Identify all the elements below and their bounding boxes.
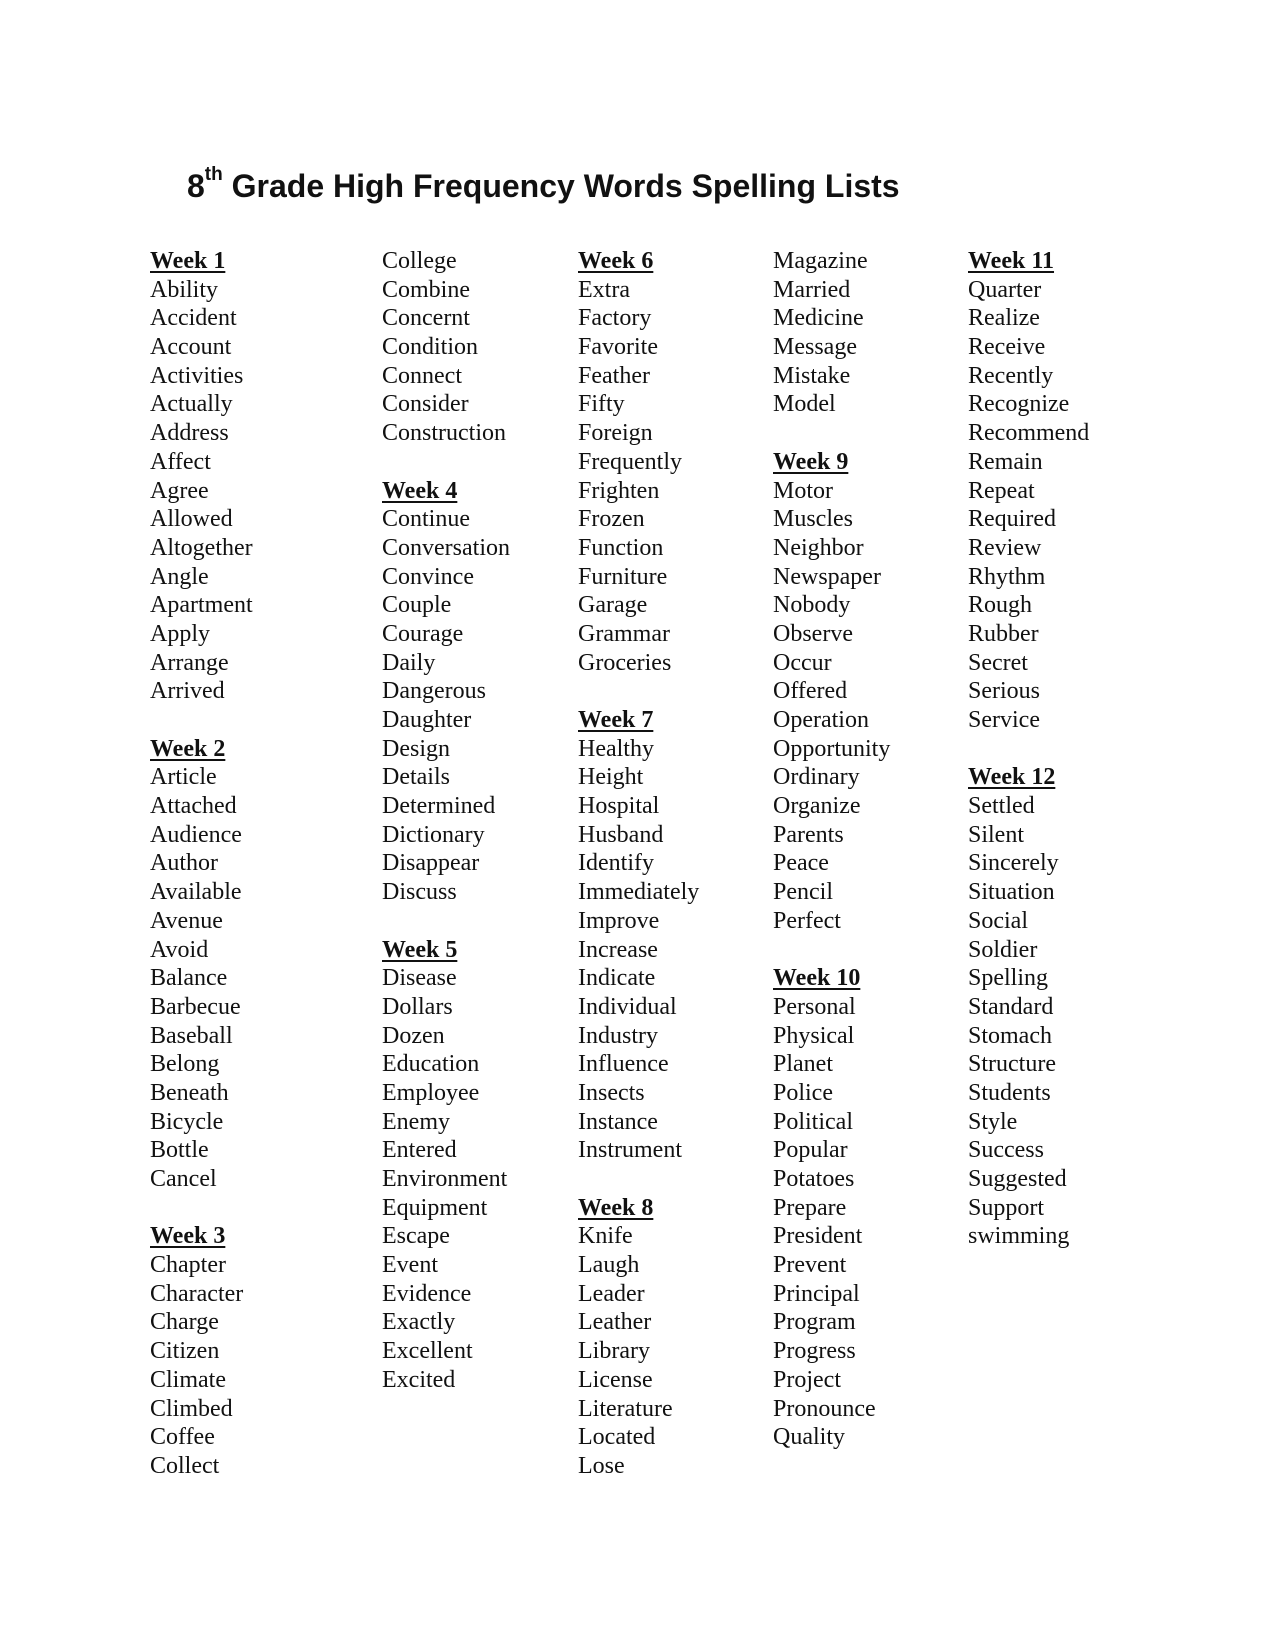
page-title xyxy=(187,164,900,205)
spelling-word: Height xyxy=(578,764,644,791)
spelling-word: Individual xyxy=(578,993,677,1020)
spelling-word: Insects xyxy=(578,1079,645,1106)
spelling-word: Realize xyxy=(968,305,1040,332)
spelling-word: Altogether xyxy=(150,534,253,561)
spelling-word: Social xyxy=(968,907,1028,934)
week-heading: Week 8 xyxy=(578,1194,654,1221)
spelling-word: Author xyxy=(150,850,218,877)
spelling-word: Spelling xyxy=(968,965,1049,992)
spelling-word: Stomach xyxy=(968,1022,1052,1049)
spelling-word: Quarter xyxy=(968,276,1042,303)
spelling-word: Actually xyxy=(150,391,233,418)
spelling-word: Newspaper xyxy=(773,563,881,590)
spelling-word: Popular xyxy=(773,1137,848,1164)
spelling-word: Potatoes xyxy=(773,1166,855,1192)
spelling-word: Citizen xyxy=(150,1338,220,1365)
spelling-word: Environment xyxy=(382,1166,508,1192)
spelling-word: Increase xyxy=(578,936,658,963)
spelling-word: Service xyxy=(968,707,1040,733)
spelling-word: President xyxy=(773,1223,863,1250)
spelling-word: Students xyxy=(968,1079,1051,1106)
spelling-word: Mistake xyxy=(773,362,851,389)
spelling-word: Climbed xyxy=(150,1395,233,1422)
spelling-word: Married xyxy=(773,276,851,303)
week-heading: Week 2 xyxy=(150,735,226,762)
spelling-word: Observe xyxy=(773,620,853,647)
spelling-word: Knife xyxy=(578,1223,633,1250)
spelling-word: Project xyxy=(773,1366,841,1393)
word-column-5 xyxy=(968,247,1089,1251)
list-spacer xyxy=(150,706,253,735)
spelling-word: Leader xyxy=(578,1280,645,1307)
spelling-word: Dollars xyxy=(382,993,453,1020)
spelling-word: College xyxy=(382,248,457,274)
spelling-word: Rough xyxy=(968,592,1033,619)
list-spacer xyxy=(773,419,890,448)
spelling-word: Industry xyxy=(578,1022,658,1049)
spelling-word: Peace xyxy=(773,850,829,877)
spelling-word: Suggested xyxy=(968,1166,1067,1192)
spelling-word: Continue xyxy=(382,506,470,533)
list-spacer xyxy=(968,735,1089,764)
spelling-word: Nobody xyxy=(773,592,851,619)
spelling-word: Factory xyxy=(578,305,652,332)
spelling-word: Arrange xyxy=(150,649,229,676)
spelling-word: Secret xyxy=(968,649,1028,676)
spelling-word: Motor xyxy=(773,477,833,504)
spelling-word: Garage xyxy=(578,592,648,619)
spelling-word: Entered xyxy=(382,1137,457,1164)
spelling-word: Physical xyxy=(773,1022,855,1049)
spelling-word: Magazine xyxy=(773,248,868,274)
spelling-word: Identify xyxy=(578,850,654,877)
spelling-word: Personal xyxy=(773,993,856,1020)
week-heading: Week 1 xyxy=(150,248,226,274)
spelling-word: Medicine xyxy=(773,305,864,332)
list-spacer xyxy=(382,907,510,936)
spelling-word: Leather xyxy=(578,1309,652,1336)
spelling-word: Rubber xyxy=(968,620,1039,647)
spelling-word: Discuss xyxy=(382,879,457,906)
spelling-word: Structure xyxy=(968,1051,1056,1078)
spelling-word: Attached xyxy=(150,793,237,820)
week-heading: Week 9 xyxy=(773,448,849,475)
spelling-word: Standard xyxy=(968,993,1054,1020)
spelling-word: Frozen xyxy=(578,506,645,533)
spelling-word: Fifty xyxy=(578,391,625,418)
title-text: Grade High Frequency Words Spelling Lists xyxy=(231,168,900,204)
spelling-word: Accident xyxy=(150,305,237,332)
spelling-word: Success xyxy=(968,1137,1044,1164)
spelling-word: License xyxy=(578,1366,653,1393)
week-heading: Week 11 xyxy=(968,248,1055,274)
spelling-word: Avenue xyxy=(150,907,223,934)
spelling-word: Healthy xyxy=(578,735,654,762)
list-spacer xyxy=(150,1194,253,1223)
spelling-word: Program xyxy=(773,1309,856,1336)
list-spacer xyxy=(773,936,890,965)
spelling-word: Exactly xyxy=(382,1309,456,1336)
week-heading: Week 12 xyxy=(968,764,1056,791)
spelling-word: Favorite xyxy=(578,334,658,361)
spelling-word: Foreign xyxy=(578,420,653,447)
spelling-word: Apartment xyxy=(150,592,253,619)
spelling-word: Laugh xyxy=(578,1252,640,1279)
spelling-word: Avoid xyxy=(150,936,209,963)
spelling-word: Principal xyxy=(773,1280,860,1307)
week-heading: Week 6 xyxy=(578,248,654,274)
spelling-word: Angle xyxy=(150,563,209,590)
spelling-word: Sincerely xyxy=(968,850,1059,877)
spelling-word: Couple xyxy=(382,592,452,619)
spelling-word: swimming xyxy=(968,1223,1070,1250)
spelling-word: Required xyxy=(968,506,1056,533)
spelling-word: Education xyxy=(382,1051,480,1078)
spelling-word: Consider xyxy=(382,391,469,418)
list-spacer xyxy=(578,1165,699,1194)
spelling-word: Arrived xyxy=(150,678,225,705)
spelling-word: Daily xyxy=(382,649,436,676)
spelling-word: Located xyxy=(578,1424,656,1451)
spelling-word: Agree xyxy=(150,477,209,504)
spelling-word: Frequently xyxy=(578,448,682,475)
spelling-word: Excited xyxy=(382,1366,456,1393)
spelling-word: Pronounce xyxy=(773,1395,876,1422)
spelling-word: Article xyxy=(150,764,217,791)
spelling-word: Activities xyxy=(150,362,244,389)
spelling-word: Grammar xyxy=(578,620,670,647)
spelling-word: Style xyxy=(968,1108,1018,1135)
spelling-word: Combine xyxy=(382,276,470,303)
spelling-word: Immediately xyxy=(578,879,700,906)
spelling-word: Library xyxy=(578,1338,650,1365)
spelling-word: Account xyxy=(150,334,232,361)
spelling-word: Coffee xyxy=(150,1424,215,1451)
spelling-word: Baseball xyxy=(150,1022,233,1049)
spelling-word: Ordinary xyxy=(773,764,860,791)
spelling-word: Apply xyxy=(150,620,210,647)
spelling-word: Construction xyxy=(382,420,506,447)
spelling-word: Review xyxy=(968,534,1042,561)
spelling-word: Courage xyxy=(382,620,464,647)
spelling-word: Influence xyxy=(578,1051,669,1078)
spelling-word: Charge xyxy=(150,1309,219,1336)
spelling-word: Evidence xyxy=(382,1280,472,1307)
spelling-word: Political xyxy=(773,1108,853,1135)
spelling-word: Silent xyxy=(968,821,1025,848)
spelling-word: Improve xyxy=(578,907,660,934)
word-column-4 xyxy=(773,247,890,1452)
spelling-word: Situation xyxy=(968,879,1055,906)
spelling-word: Escape xyxy=(382,1223,450,1250)
spelling-word: Settled xyxy=(968,793,1035,820)
spelling-word: Function xyxy=(578,534,664,561)
spelling-word: Opportunity xyxy=(773,735,891,762)
spelling-word: Perfect xyxy=(773,907,841,934)
spelling-word: Police xyxy=(773,1079,833,1106)
week-heading: Week 5 xyxy=(382,936,458,963)
spelling-word: Dangerous xyxy=(382,678,486,705)
spelling-word: Connect xyxy=(382,362,462,389)
spelling-word: Barbecue xyxy=(150,993,241,1020)
spelling-word: Climate xyxy=(150,1366,226,1393)
spelling-word: Enemy xyxy=(382,1108,450,1135)
spelling-word: Prepare xyxy=(773,1194,847,1221)
spelling-word: Recommend xyxy=(968,420,1090,447)
spelling-word: Operation xyxy=(773,707,869,733)
spelling-word: Occur xyxy=(773,649,832,676)
spelling-word: Message xyxy=(773,334,857,361)
spelling-word: Character xyxy=(150,1280,244,1307)
week-heading: Week 7 xyxy=(578,707,654,733)
spelling-word: Husband xyxy=(578,821,664,848)
spelling-word: Allowed xyxy=(150,506,233,533)
spelling-word: Feather xyxy=(578,362,650,389)
spelling-word: Chapter xyxy=(150,1252,226,1279)
spelling-word: Instrument xyxy=(578,1137,682,1164)
spelling-word: Employee xyxy=(382,1079,480,1106)
spelling-word: Belong xyxy=(150,1051,220,1078)
spelling-word: Receive xyxy=(968,334,1046,361)
spelling-word: Organize xyxy=(773,793,861,820)
spelling-word: Conversation xyxy=(382,534,510,561)
spelling-word: Lose xyxy=(578,1452,625,1479)
spelling-word: Design xyxy=(382,735,450,762)
spelling-word: Remain xyxy=(968,448,1043,475)
spelling-word: Pencil xyxy=(773,879,833,906)
spelling-word: Neighbor xyxy=(773,534,864,561)
spelling-word: Convince xyxy=(382,563,474,590)
spelling-word: Groceries xyxy=(578,649,672,676)
spelling-word: Audience xyxy=(150,821,242,848)
spelling-word: Excellent xyxy=(382,1338,473,1365)
spelling-word: Recently xyxy=(968,362,1054,389)
word-column-3 xyxy=(578,247,699,1481)
spelling-word: Repeat xyxy=(968,477,1035,504)
spelling-word: Balance xyxy=(150,965,228,992)
list-spacer xyxy=(382,448,510,477)
spelling-word: Instance xyxy=(578,1108,658,1135)
spelling-word: Model xyxy=(773,391,836,418)
week-heading: Week 4 xyxy=(382,477,458,504)
spelling-word: Determined xyxy=(382,793,496,820)
list-spacer xyxy=(578,677,699,706)
spelling-word: Beneath xyxy=(150,1079,229,1106)
spelling-word: Extra xyxy=(578,276,630,303)
spelling-word: Disease xyxy=(382,965,457,992)
spelling-word: Frighten xyxy=(578,477,660,504)
word-column-2 xyxy=(382,247,510,1395)
spelling-word: Hospital xyxy=(578,793,660,820)
spelling-word: Address xyxy=(150,420,229,447)
spelling-word: Bottle xyxy=(150,1137,209,1164)
spelling-word: Disappear xyxy=(382,850,480,877)
spelling-word: Equipment xyxy=(382,1194,488,1221)
spelling-word: Recognize xyxy=(968,391,1070,418)
spelling-word: Parents xyxy=(773,821,844,848)
spelling-word: Support xyxy=(968,1194,1045,1221)
spelling-word: Collect xyxy=(150,1452,220,1479)
spelling-word: Indicate xyxy=(578,965,656,992)
spelling-word: Event xyxy=(382,1252,438,1279)
spelling-word: Details xyxy=(382,764,450,791)
spelling-word: Dictionary xyxy=(382,821,485,848)
spelling-word: Furniture xyxy=(578,563,668,590)
week-heading: Week 3 xyxy=(150,1223,226,1250)
spelling-word: Progress xyxy=(773,1338,856,1365)
spelling-word: Soldier xyxy=(968,936,1038,963)
word-column-1 xyxy=(150,247,253,1481)
spelling-word: Prevent xyxy=(773,1252,847,1279)
spelling-word: Offered xyxy=(773,678,848,705)
spelling-word: Concernt xyxy=(382,305,470,332)
spelling-word: Bicycle xyxy=(150,1108,224,1135)
spelling-word: Available xyxy=(150,879,242,906)
spelling-word: Cancel xyxy=(150,1166,217,1192)
spelling-word: Muscles xyxy=(773,506,853,533)
week-heading: Week 10 xyxy=(773,965,861,992)
spelling-word: Planet xyxy=(773,1051,833,1078)
spelling-word: Quality xyxy=(773,1424,845,1451)
spelling-word: Daughter xyxy=(382,707,472,733)
spelling-word: Literature xyxy=(578,1395,673,1422)
spelling-word: Dozen xyxy=(382,1022,445,1049)
title-ordinal: 8 xyxy=(187,168,205,204)
spelling-word: Serious xyxy=(968,678,1040,705)
spelling-word: Affect xyxy=(150,448,211,475)
spelling-word: Rhythm xyxy=(968,563,1046,590)
spelling-word: Ability xyxy=(150,276,219,303)
title-ordinal-suffix: th xyxy=(204,164,223,185)
spelling-word: Condition xyxy=(382,334,479,361)
